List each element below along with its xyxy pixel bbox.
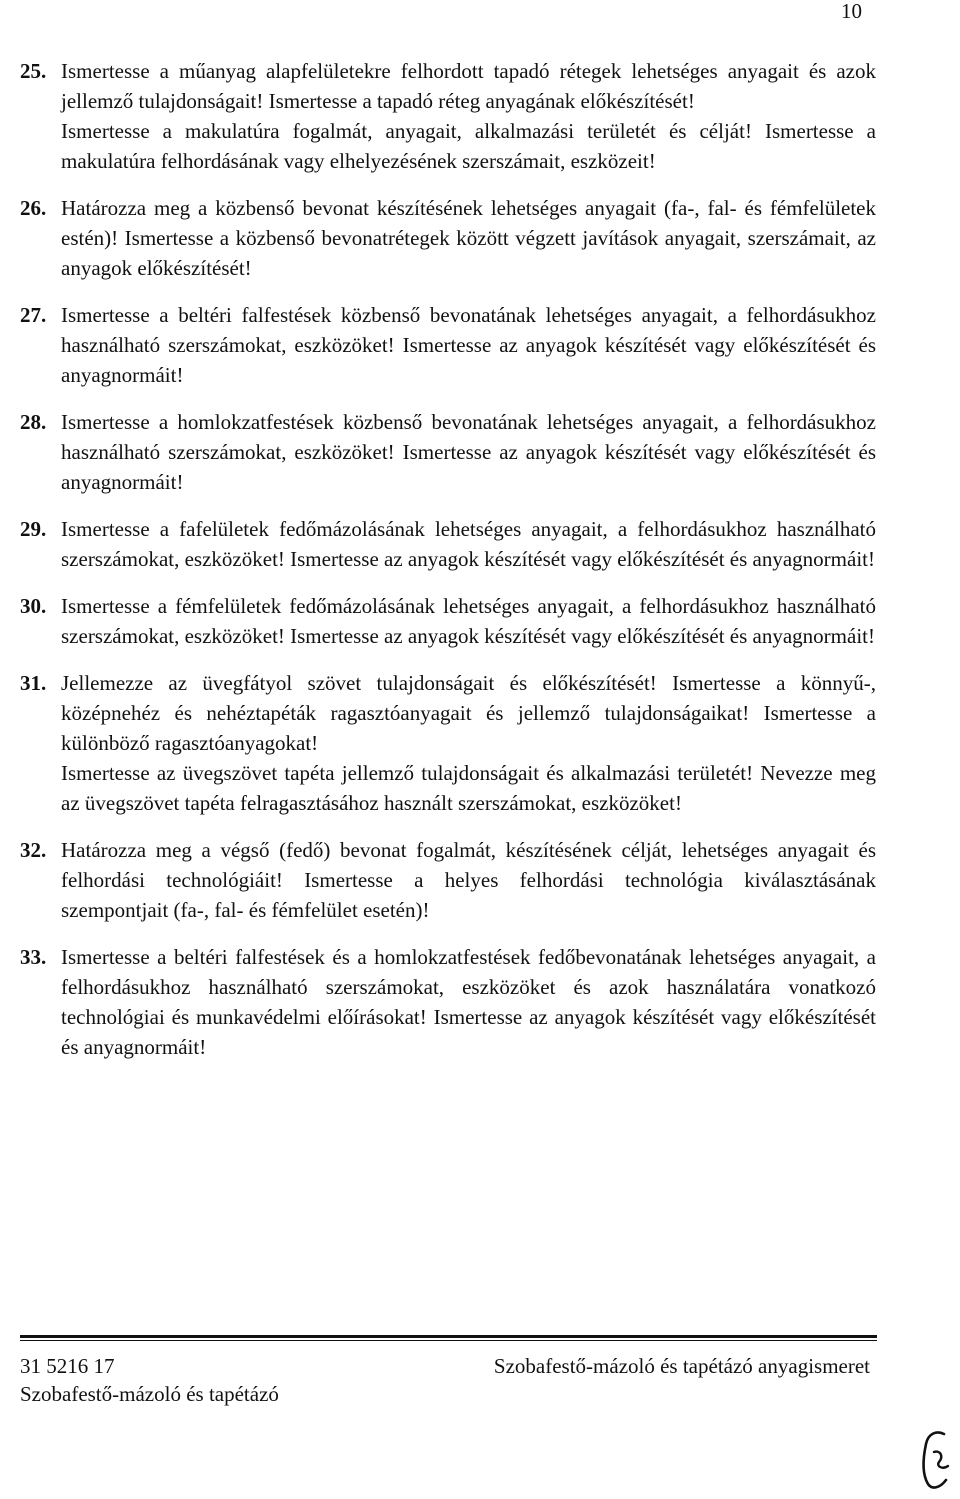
question-text: Ismertesse az üvegszövet tapéta jellemző tulajdonságait és alkalmazási területét! Nevezze meg az üvegszövet tapéta felragasztásához használt szerszámokat, eszközöket! <box>61 761 876 815</box>
question-text: Határozza meg a végső (fedő) bevonat fogalmát, készítésének célját, lehetséges anyagait és felhordási technológiáit! Ismertesse a helyes felhordási technológia kiválasztásának szempontjait (fa-, fal- és fémfelület esetén)! <box>61 838 876 922</box>
question-text: Ismertesse a beltéri falfestések és a homlokzatfestések fedőbevonatának lehetséges anyagait, a felhordásukhoz használható szerszámokat, eszközöket és azok használatára vonatkozó technológiai és munkavédelmi előírásokat! Ismertesse az anyagok készítését vagy előkészítését és anyagnormáit! <box>61 945 876 1059</box>
question-number: 32. <box>20 838 47 862</box>
footer-code: 31 5216 17 <box>20 1354 115 1378</box>
question-text: Ismertesse a műanyag alapfelületekre felhordott tapadó rétegek lehetséges anyagait és azok jellemző tulajdonságait! Ismertesse a tapadó réteg anyagának előkészítését! <box>61 59 876 113</box>
question-item <box>0 668 960 818</box>
page-number: 10 <box>841 0 862 23</box>
question-number: 29. <box>20 517 47 541</box>
question-text: Ismertesse a homlokzatfestések közbenső bevonatának lehetséges anyagait, a felhordásukhoz használható szerszámokat, eszközöket! Ismertesse az anyagok készítését vagy előkészítését és anyagnormáit! <box>61 410 876 494</box>
question-item <box>0 300 960 390</box>
question-item <box>0 407 960 497</box>
question-number: 30. <box>20 594 47 618</box>
question-list <box>0 56 960 1079</box>
question-text: Ismertesse a fémfelületek fedőmázolásának lehetséges anyagait, a felhordásukhoz használható szerszámokat, eszközöket! Ismertesse az anyagok készítését vagy előkészítését és anyagnormáit! <box>61 594 876 648</box>
handwritten-initials-mark <box>906 1426 956 1496</box>
question-text: Jellemezze az üvegfátyol szövet tulajdonságait és előkészítését! Ismertesse a könnyű-, középnehéz és nehéztapéták ragasztóanyagait és jellemző tulajdonságaikat! Ismertesse a különböző ragasztóanyagokat! <box>61 671 876 755</box>
question-number: 25. <box>20 59 47 83</box>
question-item <box>0 835 960 925</box>
question-text: Ismertesse a beltéri falfestések közbenső bevonatának lehetséges anyagait, a felhordásukhoz használható szerszámokat, eszközöket! Ismertesse az anyagok készítését vagy előkészítését és anyagnormáit! <box>61 303 876 387</box>
question-number: 26. <box>20 196 47 220</box>
question-number: 28. <box>20 410 47 434</box>
question-text: Ismertesse a makulatúra fogalmát, anyagait, alkalmazási területét és célját! Ismertesse a makulatúra felhordásának vagy elhelyezésének szerszámait, eszközeit! <box>61 119 876 173</box>
footer-left <box>20 1352 279 1408</box>
footer-profession: Szobafestő-mázoló és tapétázó <box>20 1382 279 1406</box>
question-item <box>0 942 960 1062</box>
question-number: 31. <box>20 671 47 695</box>
footer-divider <box>20 1335 877 1341</box>
question-item <box>0 193 960 283</box>
question-item <box>0 591 960 651</box>
question-text: Ismertesse a fafelületek fedőmázolásának lehetséges anyagait, a felhordásukhoz használható szerszámokat, eszközöket! Ismertesse az anyagok készítését vagy előkészítését és anyagnormáit! <box>61 517 876 571</box>
question-item <box>0 56 960 176</box>
footer-subject: Szobafestő-mázoló és tapétázó anyagismeret <box>493 1354 870 1378</box>
question-number: 33. <box>20 945 47 969</box>
question-number: 27. <box>20 303 47 327</box>
question-text: Határozza meg a közbenső bevonat készítésének lehetséges anyagait (fa-, fal- és fémfelületek estén)! Ismertesse a közbenső bevonatrétegek között végzett javítások anyagait, szerszámait, az anyagok előkészítését! <box>61 196 876 280</box>
question-item <box>0 514 960 574</box>
